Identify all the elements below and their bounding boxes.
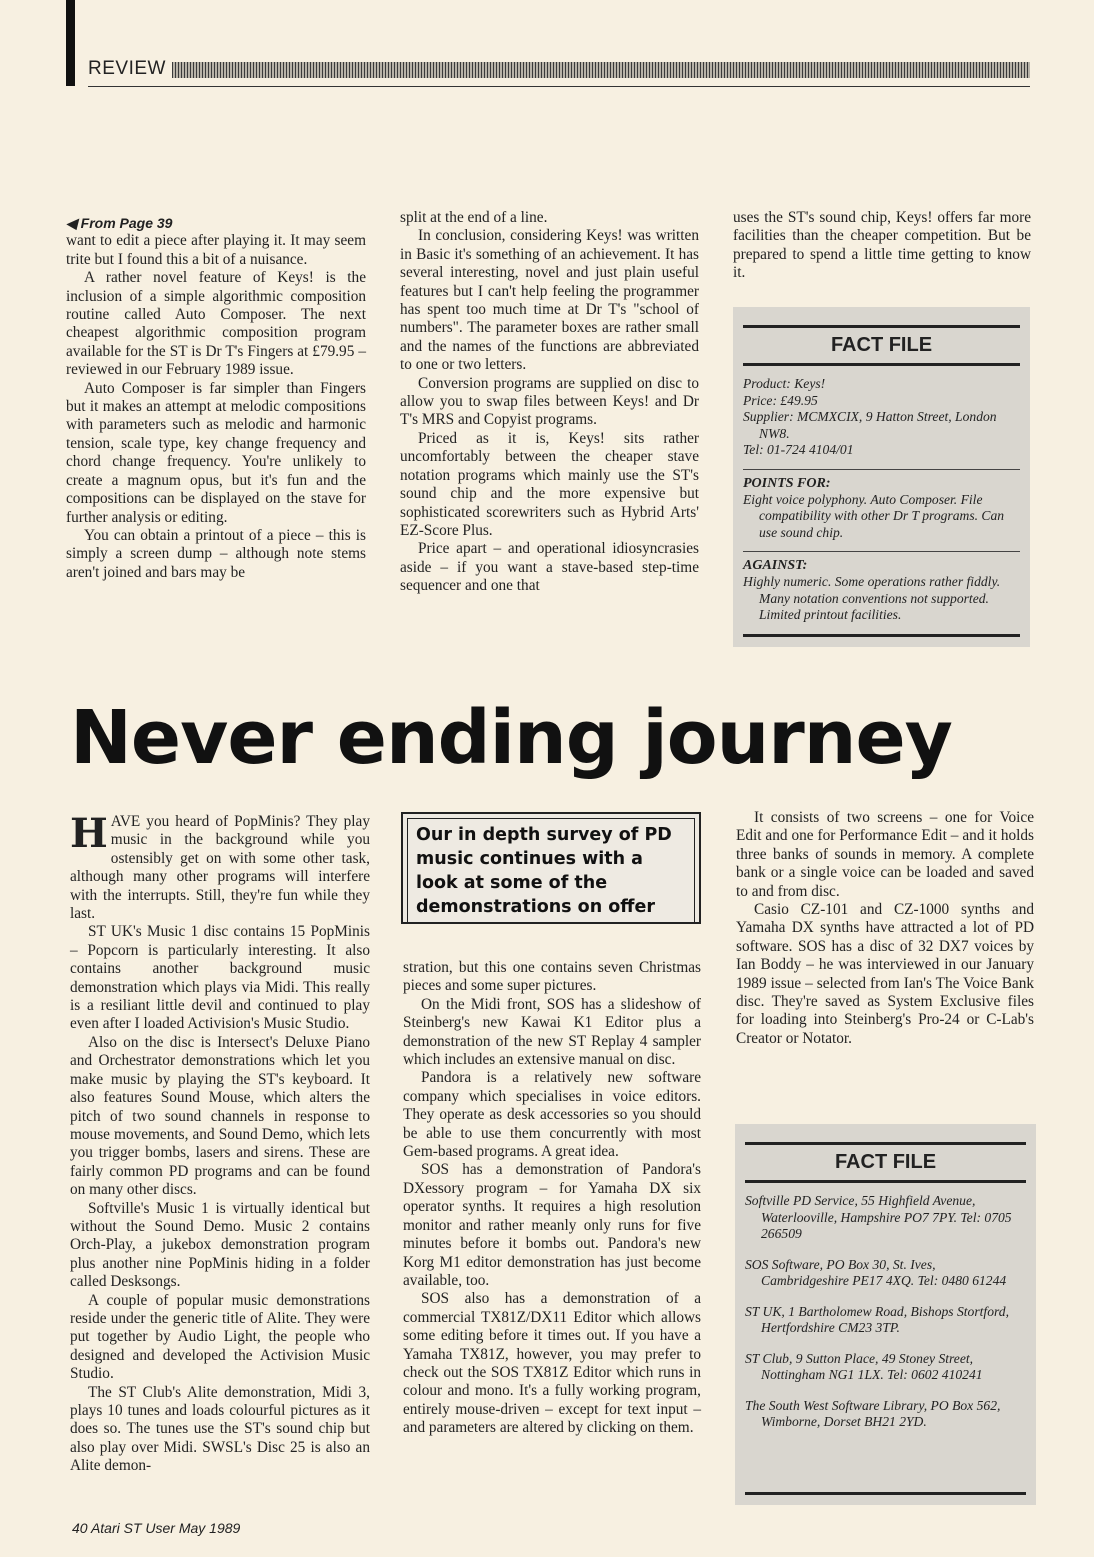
rule [745,1492,1026,1495]
paragraph: AVE you heard of PopMinis? They play music in the background while you ostensibly get on with some other task, although many other programs will interfere with the interrupts. Still, they're fun while they last. [70,813,370,923]
paragraph: uses the ST's sound chip, Keys! offers far more facilities than the cheaper competition. But be prepared to spend a little time getting to know it. [733,209,1031,282]
bottom-column-3 [736,809,1034,1048]
paragraph: Casio CZ-101 and CZ-1000 synths and Yamaha DX synths have attracted a lot of PD software. SOS has a disc of 32 DX7 voices by Ian Boddy – he was interviewed in our January 1989 issue – selected from Ian's The Voice Bank disc. They're saved as System Exclusive files for loading into Steinberg's Pro-24 or C-Lab's Creator or Notator. [736,901,1034,1047]
paragraph: SOS also has a demonstration of a commercial TX81Z/DX11 Editor which allows some editing before it times out. If you have a Yamaha TX81Z, however, you may prefer to check out the SOS TX81Z Editor which runs in colour and mono. It's a fully working program, entirely mouse-driven – except for text input – and parameters are altered by clicking on them. [403,1290,701,1437]
fact-file-keys [733,307,1030,647]
standfirst-box [401,812,701,924]
contact-entry: The South West Software Library, PO Box 562, Wimborne, Dorset BH21 2YD. [745,1397,1001,1429]
paragraph: Auto Composer is far simpler than Fingers but it makes an attempt at melodic compositions with parameters such as melodic and harmonic tension, scale type, key change frequency and chord change frequency. You're unlikely to create a magnum opus, but it's fun and the compositions can be displayed on the stave for further analysis or editing. [66,379,366,526]
fact-line: Supplier: MCMXCIX, 9 Hatton Street, London NW8. [743,409,997,441]
top-column-3 [733,209,1031,283]
paragraph: Also on the disc is Intersect's Deluxe Piano and Orchestrator demonstrations which let you make music by playing the ST's keyboard. It also features Sound Mouse, which alters the pitch of two sound channels in response to mouse movements, and Sound Demo, which lets you trigger bombs, lasers and sirens. These are fairly common PD programs and can be found on many other discs. [70,1033,370,1199]
paragraph: You can obtain a printout of a piece – this is simply a screen dump – although note stems aren't joined and bars may be [66,526,366,581]
paragraph: A couple of popular music demonstrations reside under the generic title of Alite. They were put together by Audio Light, the people who designed and developed the Activision Music Studio. [70,1291,370,1383]
against-label: AGAINST: [743,558,808,573]
paragraph: On the Midi front, SOS has a slideshow of Steinberg's new Kawai K1 Editor plus a demonstration of the new ST Replay 4 sampler which includes an extensive manual on disc. [403,995,701,1069]
bottom-column-2 [403,959,701,1438]
section-label: REVIEW [88,58,166,79]
paragraph: SOS has a demonstration of Pandora's DXessory program – for Yamaha DX six operator synths. It requires a high resolution monitor and rather meanly only runs for five minutes before it bombs out. Pandora's new Korg M1 editor demonstration has just become available, too. [403,1161,701,1289]
paragraph: The ST Club's Alite demonstration, Midi 3, plays 10 tunes and loads colourful pictures as it does so. The tunes use the ST's sound chip but also play over Midi. SWSL's Disc 25 is also an Alite demon- [70,1383,370,1475]
contact-entry: SOS Software, PO Box 30, St. Ives, Cambridgeshire PE17 4XQ. Tel: 0480 61244 [745,1256,1007,1288]
fact-line: Product: Keys! [743,376,826,391]
standfirst-text: Our in depth survey of PD music continues with a look at some of the demonstrations on offer [407,818,695,924]
paragraph: A rather novel feature of Keys! is the inclusion of a simple algorithmic composition routine called Auto Composer. The next cheapest algorithmic composition program available for the ST is Dr T's Fingers at £79.95 – reviewed in our February 1989 issue. [66,269,366,379]
top-column-2 [400,209,699,596]
paragraph: Price apart – and operational idiosyncrasies aside – if you want a stave-based step-time sequencer and one that [400,540,699,595]
fact-file-title: FACT FILE [834,1151,937,1173]
rule [743,634,1020,637]
paragraph: ST UK's Music 1 disc contains 15 PopMinis – Popcorn is particularly interesting. It also contains another background music demonstration which plays via Midi. This really is a resiliant little devil and continued to play even after I loaded Activision's Music Studio. [70,923,370,1033]
header-stripes [172,62,1030,78]
contact-entry: Softville PD Service, 55 Highfield Avenue, Waterlooville, Hampshire PO7 7PY. Tel: 0705 266509 [745,1193,1012,1241]
paragraph: stration, but this one contains seven Christmas pieces and some super pictures. [403,959,701,995]
fact-line: Tel: 01-724 4104/01 [743,442,854,457]
paragraph: Softville's Music 1 is virtually identical but without the Sound Demo. Music 2 contains Orch-Play, a jukebox demonstration program plus another nine PopMinis hiding in a folder called Desksongs. [70,1199,370,1291]
top-column-1 [66,214,366,582]
paragraph: It consists of two screens – one for Voice Edit and one for Performance Edit – and it holds three banks of sounds in memory. A complete bank or a single voice can be loaded and saved to and from disc. [736,809,1034,900]
header-bar [66,0,75,86]
paragraph: In conclusion, considering Keys! was written in Basic it's something of an achievement. It has several interesting, novel and just plain useful features but I can't help feeling the programmer has spent too much time at Dr T's "school of numbers". The parameter boxes are rather small and the names of the functions are abbreviated to one or two letters. [400,227,699,374]
points-for-text: Eight voice polyphony. Auto Composer. File compatibility with other Dr T programs. Can use sound chip. [743,491,1005,540]
paragraph: Conversion programs are supplied on disc to allow you to swap files between Keys! and Dr T's MRS and Copyist programs. [400,374,699,429]
fact-line: Price: £49.95 [743,392,818,408]
contact-entry: ST Club, 9 Sutton Place, 49 Stoney Street, Nottingham NG1 1LX. Tel: 0602 410241 [745,1350,983,1382]
headline: Never ending journey [70,695,952,781]
against-text: Highly numeric. Some operations rather fiddly. Many notation conventions not supported. Limited printout facilities. [743,574,1001,622]
page-footer: 40 Atari ST User May 1989 [72,1520,241,1536]
bottom-column-1 [70,810,370,1476]
fact-file-title: FACT FILE [830,334,933,356]
paragraph: want to edit a piece after playing it. It may seem trite but I found this a bit of a nuisance. [66,232,366,268]
contact-entry: ST UK, 1 Bartholomew Road, Bishops Stortford, Hertfordshire CM23 3TP. [745,1303,1009,1335]
points-for-label: POINTS FOR: [743,475,831,491]
from-page-link[interactable]: ◀ From Page 39 [66,215,173,231]
fact-file-contacts [735,1124,1036,1505]
paragraph: Priced as it is, Keys! sits rather uncomfortably between the cheaper stave notation programs which mainly use the ST's sound chip and the more expensive but sophisticated scorewriters such as Hybrid Arts' EZ-Score Plus. [400,429,699,539]
header-rule [88,86,1030,87]
paragraph: split at the end of a line. [400,209,548,226]
drop-cap: H [70,810,108,857]
paragraph: Pandora is a relatively new software company which specialises in voice editors. They operate as desk accessories so you should be able to use them concurrently with most Gem-based programs. A great idea. [403,1069,701,1161]
